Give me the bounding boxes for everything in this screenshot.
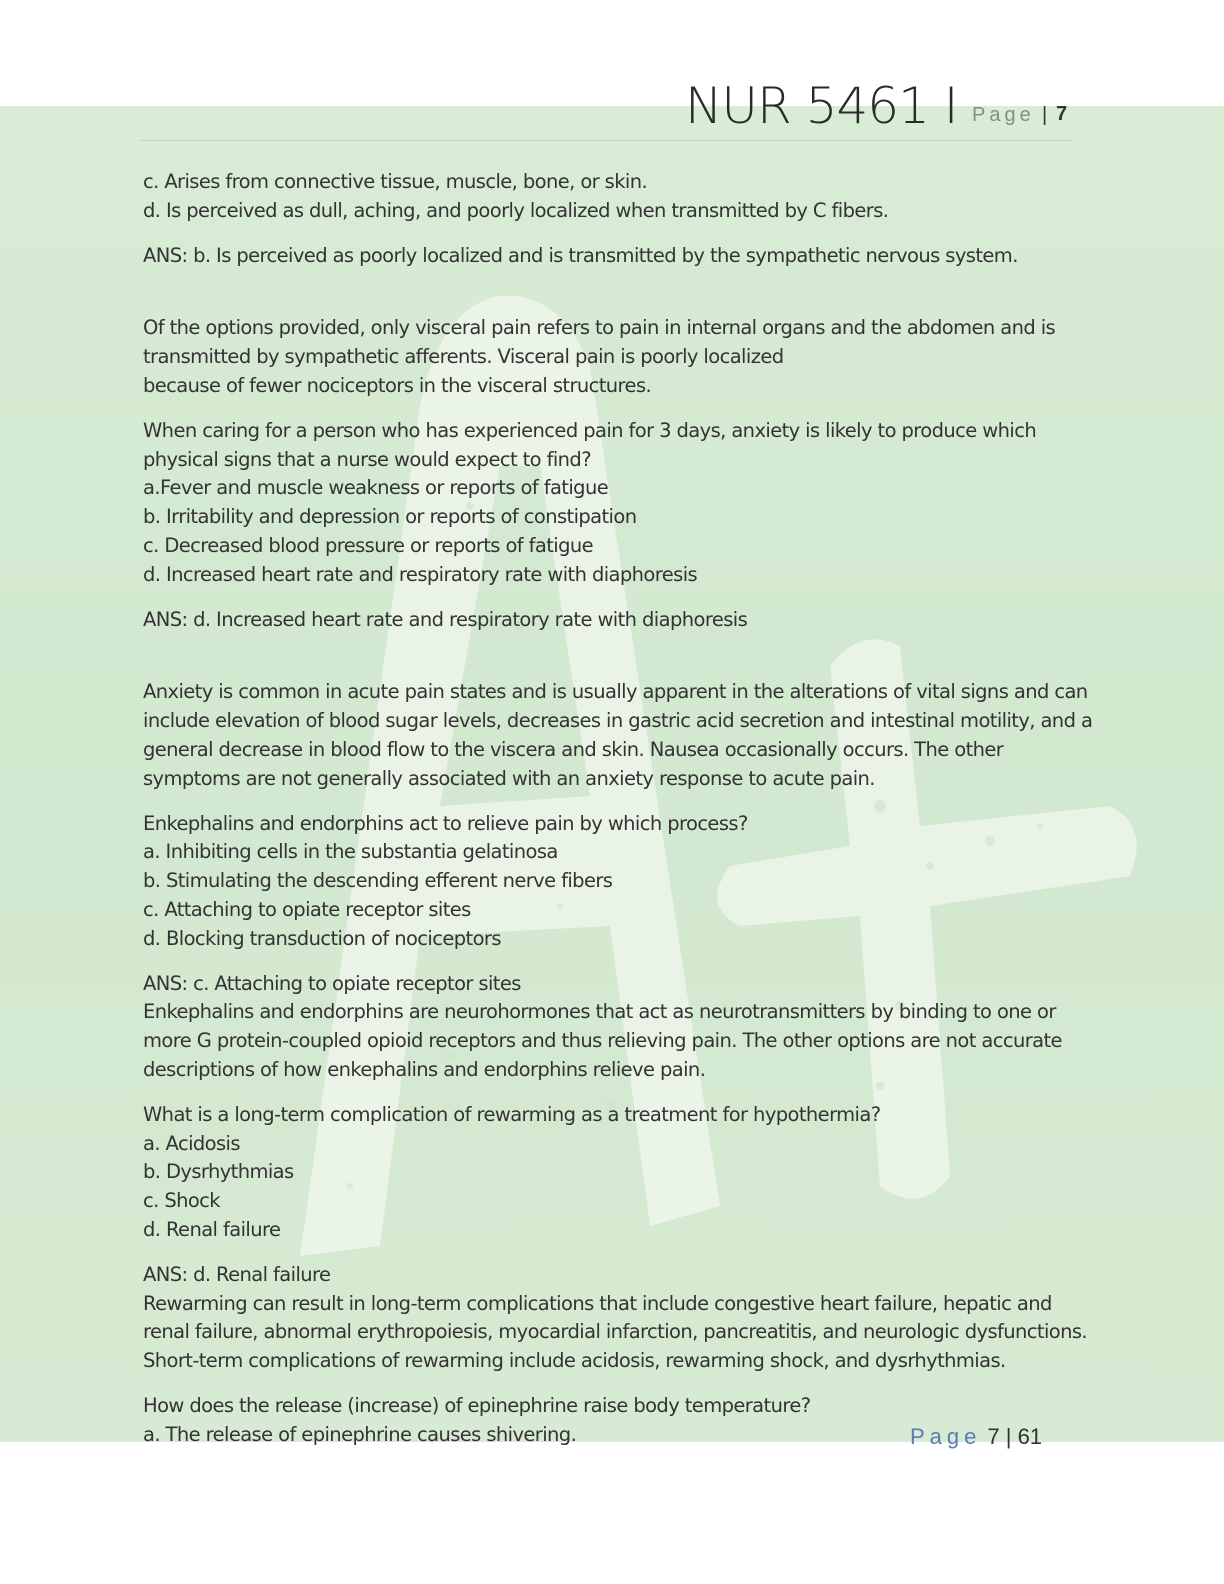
footer-page-word: Page bbox=[910, 1424, 982, 1449]
text-line: general decrease in blood flow to the viscera and skin. Nausea occasionally occurs. The other bbox=[143, 737, 1004, 761]
paragraph bbox=[143, 1261, 1088, 1376]
header-course-title: NUR 5461 I bbox=[685, 77, 958, 135]
header-page-word: Page bbox=[972, 104, 1035, 126]
text-line: How does the release (increase) of epinephrine raise body temperature? bbox=[143, 1393, 811, 1417]
text-line: b. Stimulating the descending efferent nerve fibers bbox=[143, 869, 613, 893]
text-line: ANS: c. Attaching to opiate receptor sites bbox=[143, 971, 521, 995]
paragraph bbox=[143, 678, 1093, 793]
paragraph bbox=[143, 606, 1073, 635]
header-page-number: 7 bbox=[1056, 103, 1068, 125]
text-line: d. Increased heart rate and respiratory rate with diaphoresis bbox=[143, 562, 698, 586]
document-body bbox=[143, 168, 1093, 1449]
text-line: Of the options provided, only visceral pain refers to pain in internal organs and the abdomen and is bbox=[143, 316, 1056, 340]
text-line: transmitted by sympathetic afferents. Visceral pain is poorly localized bbox=[143, 345, 784, 369]
paragraph bbox=[143, 1101, 1073, 1245]
text-line: d. Is perceived as dull, aching, and poorly localized when transmitted by C fibers. bbox=[143, 198, 889, 222]
text-line: c. Shock bbox=[143, 1189, 220, 1213]
paragraph bbox=[143, 417, 1073, 590]
text-line: descriptions of how enkephalins and endorphins relieve pain. bbox=[143, 1057, 706, 1081]
header-separator: | bbox=[1042, 104, 1048, 126]
text-line: Enkephalins and endorphins act to relieve pain by which process? bbox=[143, 811, 748, 835]
text-line: symptoms are not generally associated with an anxiety response to acute pain. bbox=[143, 766, 875, 790]
footer-page-indicator bbox=[910, 1424, 1042, 1450]
text-line: a.Fever and muscle weakness or reports of fatigue bbox=[143, 476, 609, 500]
text-line: physical signs that a nurse would expect to find? bbox=[143, 447, 591, 471]
text-line: a. The release of epinephrine causes shivering. bbox=[143, 1422, 577, 1446]
text-line: a. Acidosis bbox=[143, 1131, 240, 1155]
text-line: Rewarming can result in long-term complications that include congestive heart failure, hepatic and bbox=[143, 1291, 1052, 1315]
paragraph bbox=[143, 168, 1073, 226]
text-line: b. Irritability and depression or reports of constipation bbox=[143, 505, 637, 529]
paragraph bbox=[143, 810, 1073, 954]
paragraph bbox=[143, 242, 1073, 271]
text-line: d. Blocking transduction of nociceptors bbox=[143, 926, 501, 950]
text-line: c. Decreased blood pressure or reports of fatigue bbox=[143, 533, 594, 557]
text-line: d. Renal failure bbox=[143, 1217, 281, 1241]
text-line: Enkephalins and endorphins are neurohormones that act as neurotransmitters by binding to one or bbox=[143, 1000, 1056, 1024]
text-line: Short-term complications of rewarming include acidosis, rewarming shock, and dysrhythmias. bbox=[143, 1349, 1006, 1373]
text-line: ANS: d. Increased heart rate and respiratory rate with diaphoresis bbox=[143, 607, 748, 631]
footer-page-label: 7 | 61 bbox=[987, 1424, 1043, 1449]
text-line: more G protein-coupled opioid receptors and thus relieving pain. The other options are not accurate bbox=[143, 1029, 1062, 1053]
text-line: because of fewer nociceptors in the visceral structures. bbox=[143, 373, 652, 397]
text-line: What is a long-term complication of rewarming as a treatment for hypothermia? bbox=[143, 1102, 881, 1126]
text-line: ANS: b. Is perceived as poorly localized and is transmitted by the sympathetic nervous system. bbox=[143, 243, 1018, 267]
text-line: b. Dysrhythmias bbox=[143, 1160, 294, 1184]
text-line: c. Arises from connective tissue, muscle, bone, or skin. bbox=[143, 170, 648, 193]
paragraph bbox=[143, 970, 1073, 1085]
text-line: renal failure, abnormal erythropoiesis, myocardial infarction, pancreatitis, and neurologic dysfunctions. bbox=[143, 1320, 1088, 1344]
text-line: When caring for a person who has experienced pain for 3 days, anxiety is likely to produce which bbox=[143, 418, 1037, 442]
text-line: ANS: d. Renal failure bbox=[143, 1262, 331, 1286]
paragraph bbox=[143, 314, 1073, 400]
text-line: Anxiety is common in acute pain states and is usually apparent in the alterations of vital signs and can bbox=[143, 680, 1088, 704]
text-line: include elevation of blood sugar levels, decreases in gastric acid secretion and intestinal motility, and a bbox=[143, 709, 1093, 733]
text-line: a. Inhibiting cells in the substantia gelatinosa bbox=[143, 840, 558, 864]
header-rule bbox=[140, 140, 1072, 141]
text-line: c. Attaching to opiate receptor sites bbox=[143, 897, 471, 921]
